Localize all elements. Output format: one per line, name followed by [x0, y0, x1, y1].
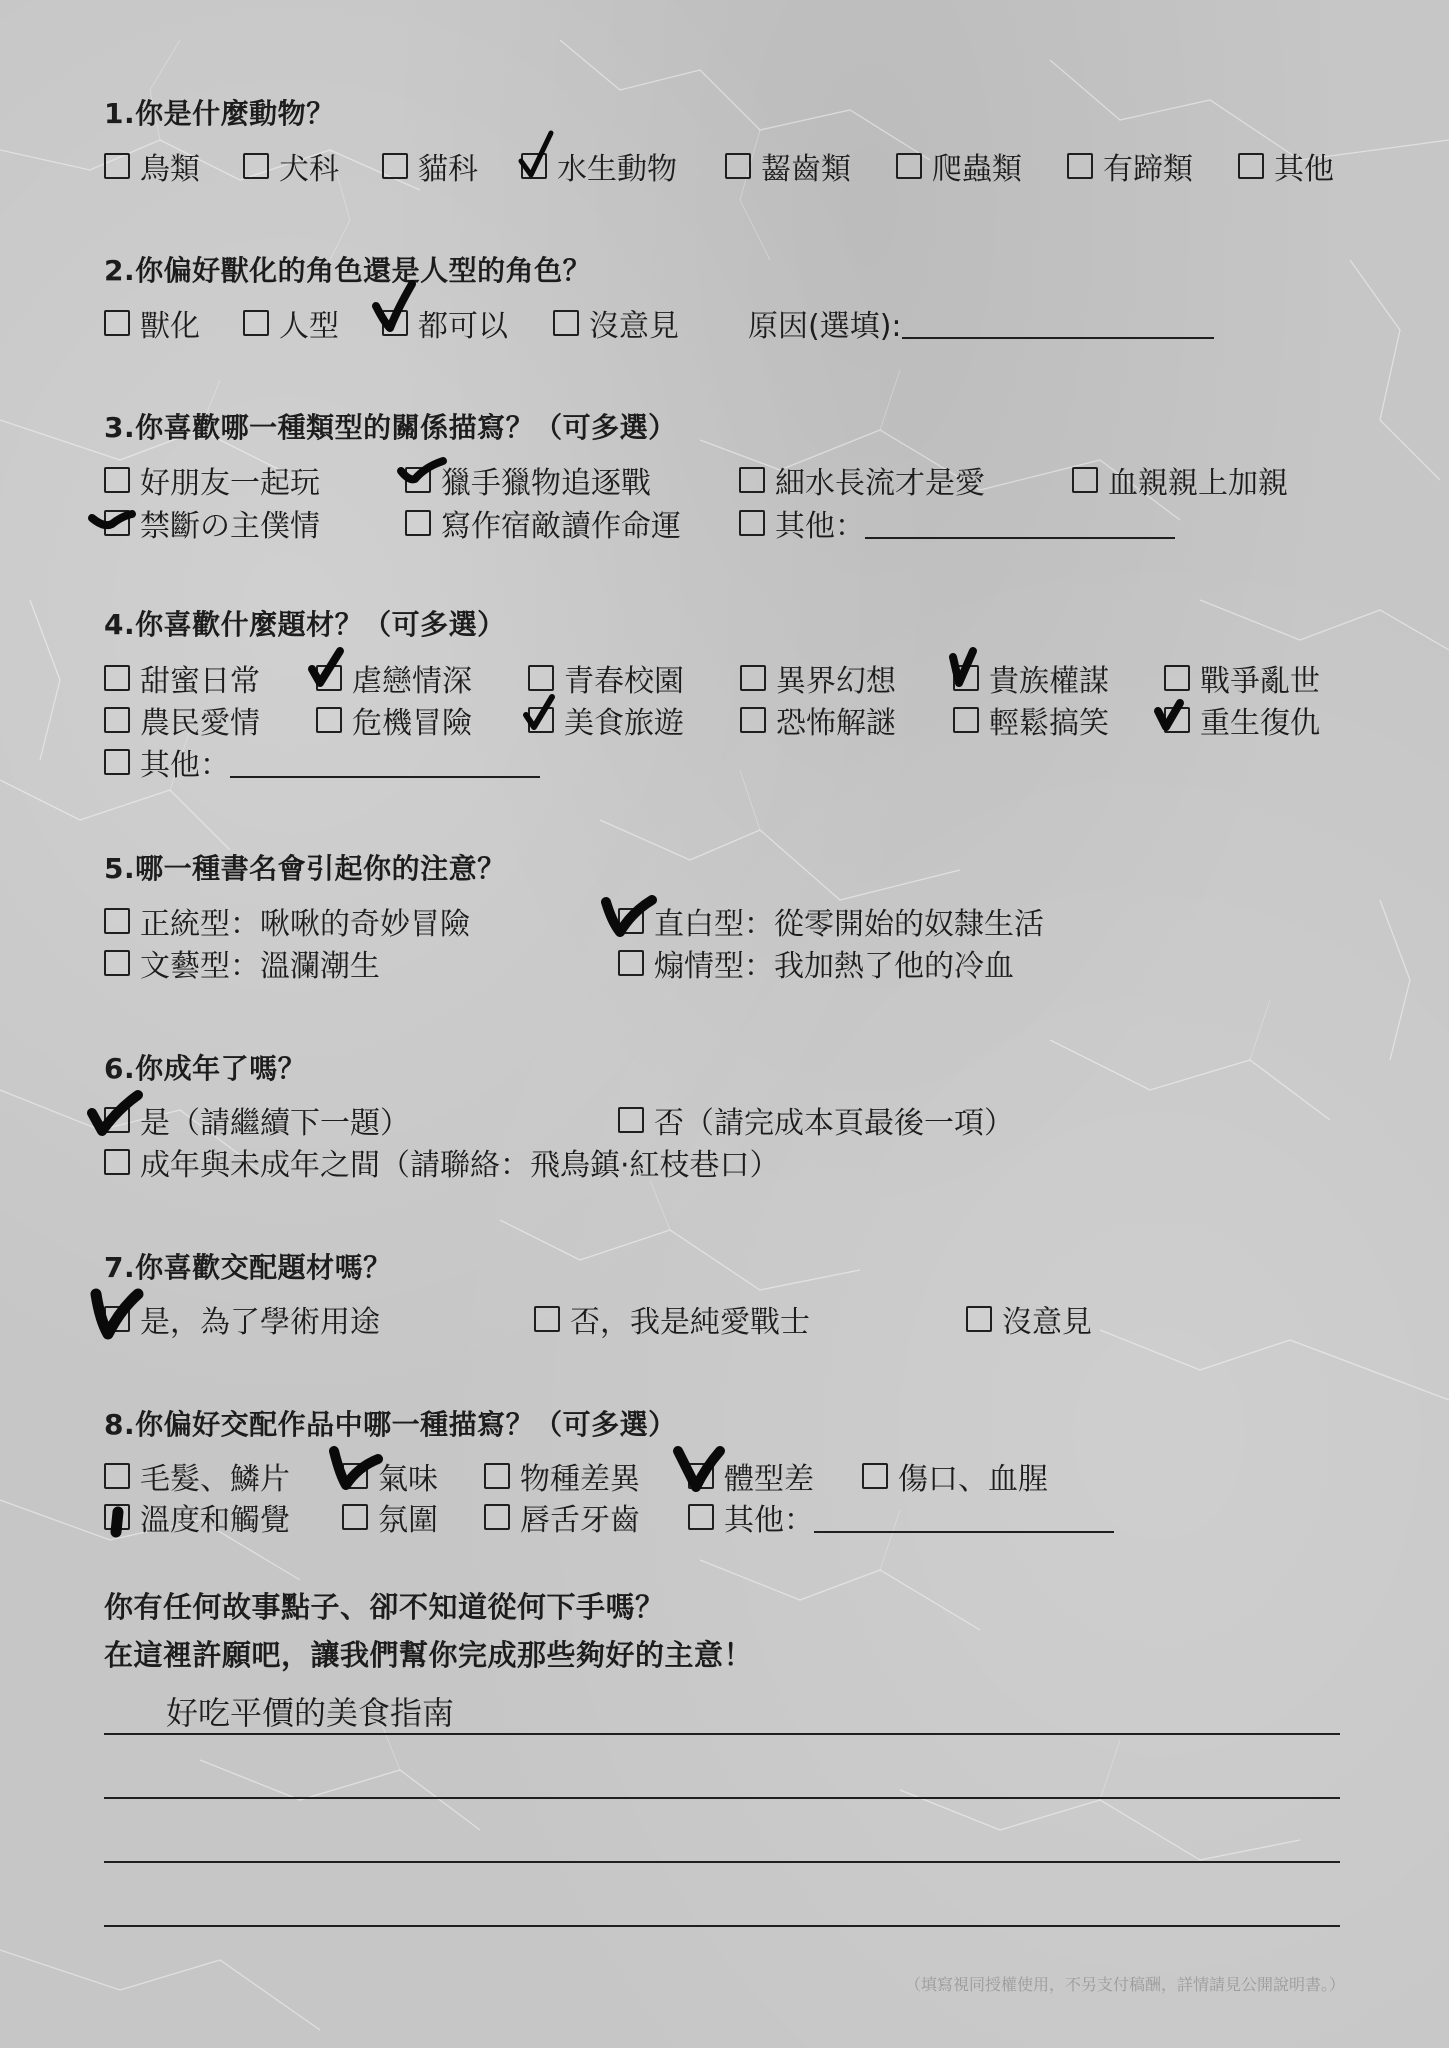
- option-label: 青春校園: [564, 664, 684, 699]
- q1-option-ungulate[interactable]: [1067, 148, 1193, 187]
- checkbox[interactable]: [104, 310, 130, 336]
- q1-option-canine[interactable]: [243, 148, 339, 187]
- option-label: 唇舌牙齒: [520, 1503, 640, 1538]
- checkbox[interactable]: [740, 707, 766, 733]
- check-mark-icon: [515, 127, 559, 183]
- wish-prompt-line-1: 你有任何故事點子、卻不知道從何下手嗎？: [104, 1590, 665, 1624]
- q1-option-reptile[interactable]: [896, 148, 1022, 187]
- option-label: 細水長流才是愛: [775, 466, 985, 501]
- checkbox[interactable]: [953, 707, 979, 733]
- q4-option-rebirth-revenge[interactable]: [1164, 702, 1320, 741]
- q2-reason-field[interactable]: [748, 305, 1214, 344]
- option-label: 好朋友一起玩: [140, 466, 320, 501]
- checkbox[interactable]: [382, 153, 408, 179]
- q3-option-master-servant[interactable]: [104, 505, 320, 544]
- option-label: 其他：: [775, 509, 865, 544]
- checkbox[interactable]: [553, 310, 579, 336]
- option-label: 重生復仇: [1200, 706, 1320, 741]
- option-label: 犬科: [279, 152, 339, 187]
- q8-option-other[interactable]: [688, 1499, 1114, 1538]
- checkbox[interactable]: [405, 467, 431, 493]
- checkbox[interactable]: [104, 1107, 130, 1133]
- reason-label: 原因(選填):: [748, 309, 902, 344]
- option-label: 毛髮、鱗片: [140, 1462, 290, 1497]
- option-label: 危機冒險: [352, 706, 472, 741]
- q8-option-atmosphere[interactable]: [342, 1499, 438, 1538]
- option-label: 寫作宿敵讀作命運: [441, 509, 681, 544]
- q4-option-sweet-daily[interactable]: [104, 660, 260, 699]
- q2-option-no-opinion[interactable]: [553, 305, 679, 344]
- q4-option-isekai[interactable]: [740, 660, 896, 699]
- option-label: 獸化: [140, 309, 200, 344]
- question-5-title: 5.哪一種書名會引起你的注意？: [104, 852, 506, 885]
- other-blank-line[interactable]: [814, 1501, 1114, 1533]
- q2-option-either[interactable]: [382, 305, 508, 344]
- option-label: 貓科: [418, 152, 478, 187]
- checkbox[interactable]: [316, 707, 342, 733]
- checkbox[interactable]: [316, 665, 342, 691]
- option-label: 其他：: [140, 748, 230, 783]
- q1-option-other[interactable]: [1238, 148, 1334, 187]
- q8-option-scent[interactable]: [342, 1458, 438, 1497]
- check-mark-icon: [98, 1478, 142, 1540]
- q8-option-size-difference[interactable]: [688, 1458, 814, 1497]
- q4-option-food-travel[interactable]: [528, 702, 684, 741]
- q1-option-bird[interactable]: [104, 148, 200, 187]
- option-label: 恐怖解謎: [776, 706, 896, 741]
- checkbox[interactable]: [104, 908, 130, 934]
- q7-option-no-opinion[interactable]: [966, 1301, 1092, 1340]
- option-label: 都可以: [418, 309, 508, 344]
- checkbox[interactable]: [104, 1504, 130, 1530]
- checkbox[interactable]: [484, 1463, 510, 1489]
- q3-option-slow-love[interactable]: [739, 462, 985, 501]
- option-label: 否（請完成本頁最後一項）: [654, 1106, 1014, 1141]
- checkbox[interactable]: [382, 310, 408, 336]
- q5-option-literary[interactable]: [104, 945, 380, 984]
- option-label: 傷口、血腥: [898, 1462, 1048, 1497]
- check-mark-icon: [682, 1437, 736, 1499]
- option-label: 其他：: [724, 1503, 814, 1538]
- checkbox[interactable]: [104, 1306, 130, 1332]
- checkbox[interactable]: [484, 1504, 510, 1530]
- q8-option-temperature-touch[interactable]: [104, 1499, 290, 1538]
- check-mark-icon: [612, 882, 666, 942]
- option-label: 戰爭亂世: [1200, 664, 1320, 699]
- option-label: 體型差: [724, 1462, 814, 1497]
- option-label: 爬蟲類: [932, 152, 1022, 187]
- option-label: 直白型：從零開始的奴隸生活: [654, 907, 1044, 942]
- q4-option-adventure[interactable]: [316, 702, 472, 741]
- question-7-title: 7.你喜歡交配題材嗎？: [104, 1251, 392, 1284]
- q6-option-yes[interactable]: [104, 1102, 410, 1141]
- q8-option-wounds-gore[interactable]: [862, 1458, 1048, 1497]
- option-label: 虐戀情深: [352, 664, 472, 699]
- checkbox[interactable]: [104, 950, 130, 976]
- check-mark-icon: [522, 681, 566, 737]
- checkbox[interactable]: [1164, 707, 1190, 733]
- check-mark-icon: [98, 1280, 152, 1346]
- checkbox[interactable]: [618, 1107, 644, 1133]
- q7-option-no[interactable]: [534, 1301, 810, 1340]
- checkbox[interactable]: [740, 665, 766, 691]
- q3-option-blood-kin[interactable]: [1072, 462, 1288, 501]
- checkbox[interactable]: [896, 153, 922, 179]
- other-blank-line[interactable]: [865, 507, 1175, 539]
- check-mark-icon: [98, 1081, 152, 1141]
- q4-option-angst-romance[interactable]: [316, 660, 472, 699]
- q3-option-other[interactable]: [739, 505, 1175, 544]
- checkbox[interactable]: [862, 1463, 888, 1489]
- wish-line-2[interactable]: [104, 1797, 1340, 1799]
- checkbox[interactable]: [739, 467, 765, 493]
- option-label: 水生動物: [557, 152, 677, 187]
- q8-option-lips-tongue-teeth[interactable]: [484, 1499, 640, 1538]
- question-8-title: 8.你偏好交配作品中哪一種描寫？（可多選）: [104, 1408, 677, 1441]
- option-label: 沒意見: [1002, 1305, 1092, 1340]
- other-blank-line[interactable]: [230, 746, 540, 778]
- option-label: 輕鬆搞笑: [989, 706, 1109, 741]
- checkbox[interactable]: [953, 665, 979, 691]
- wish-prompt-line-2: 在這裡許願吧，讓我們幫你完成那些夠好的主意！: [104, 1638, 754, 1672]
- option-label: 美食旅遊: [564, 706, 684, 741]
- q5-option-classic[interactable]: [104, 903, 470, 942]
- check-mark-icon: [1158, 681, 1202, 737]
- checkbox[interactable]: [966, 1306, 992, 1332]
- option-label: 文藝型：溫瀾潮生: [140, 949, 380, 984]
- option-label: 貴族權謀: [989, 664, 1109, 699]
- q4-option-horror-mystery[interactable]: [740, 702, 896, 741]
- checkbox[interactable]: [1067, 153, 1093, 179]
- question-4-title: 4.你喜歡什麼題材？（可多選）: [104, 608, 506, 641]
- check-mark-icon: [947, 639, 991, 695]
- checkbox[interactable]: [521, 153, 547, 179]
- checkbox[interactable]: [243, 310, 269, 336]
- footnote: （填寫視同授權使用，不另支付稿酬，詳情請見公開說明書。）: [904, 1975, 1345, 1994]
- option-label: 人型: [279, 309, 339, 344]
- checkbox[interactable]: [725, 153, 751, 179]
- checkbox[interactable]: [342, 1463, 368, 1489]
- checkbox[interactable]: [618, 908, 644, 934]
- option-label: 齧齒類: [761, 152, 851, 187]
- q4-option-other[interactable]: [104, 744, 540, 783]
- checkbox[interactable]: [405, 510, 431, 536]
- q7-option-yes[interactable]: [104, 1301, 380, 1340]
- option-label: 其他: [1274, 152, 1334, 187]
- q2-option-beast[interactable]: [104, 305, 200, 344]
- q6-option-no[interactable]: [618, 1102, 1014, 1141]
- option-label: 正統型：啾啾的奇妙冒險: [140, 907, 470, 942]
- check-mark-icon: [98, 484, 148, 540]
- check-mark-icon: [376, 284, 420, 340]
- option-label: 禁斷の主僕情: [140, 509, 320, 544]
- wish-line-3[interactable]: [104, 1861, 1340, 1863]
- q2-option-humanoid[interactable]: [243, 305, 339, 344]
- checkbox[interactable]: [1072, 467, 1098, 493]
- q4-option-farmer-love[interactable]: [104, 702, 260, 741]
- checkbox[interactable]: [104, 707, 130, 733]
- option-label: 是（請繼續下一題）: [140, 1106, 410, 1141]
- wish-line-1[interactable]: [104, 1733, 1340, 1735]
- checkbox[interactable]: [688, 1504, 714, 1530]
- check-mark-icon: [310, 639, 354, 695]
- q8-option-species-difference[interactable]: [484, 1458, 640, 1497]
- q6-option-in-between[interactable]: [104, 1144, 780, 1183]
- option-label: 甜蜜日常: [140, 664, 260, 699]
- option-label: 是，為了學術用途: [140, 1305, 380, 1340]
- checkbox[interactable]: [104, 510, 130, 536]
- q5-option-provocative[interactable]: [618, 945, 1014, 984]
- q4-option-comedy[interactable]: [953, 702, 1109, 741]
- option-label: 氛圍: [378, 1503, 438, 1538]
- checkbox[interactable]: [104, 153, 130, 179]
- wish-line-4[interactable]: [104, 1925, 1340, 1927]
- checkbox[interactable]: [618, 950, 644, 976]
- wish-answer-text[interactable]: 好吃平價的美食指南: [166, 1694, 455, 1732]
- q1-option-feline[interactable]: [382, 148, 478, 187]
- checkbox[interactable]: [1238, 153, 1264, 179]
- option-label: 鳥類: [140, 152, 200, 187]
- checkbox[interactable]: [534, 1306, 560, 1332]
- option-label: 否，我是純愛戰士: [570, 1305, 810, 1340]
- q3-option-rival-fate[interactable]: [405, 505, 681, 544]
- checkbox[interactable]: [104, 665, 130, 691]
- checkbox[interactable]: [243, 153, 269, 179]
- check-mark-icon: [399, 441, 443, 497]
- question-2-title: 2.你偏好獸化的角色還是人型的角色？: [104, 254, 592, 287]
- check-mark-icon: [336, 1437, 390, 1499]
- reason-blank-line[interactable]: [902, 307, 1214, 339]
- option-label: 異界幻想: [776, 664, 896, 699]
- option-label: 獵手獵物追逐戰: [441, 466, 651, 501]
- option-label: 有蹄類: [1103, 152, 1193, 187]
- option-label: 煽情型：我加熱了他的冷血: [654, 949, 1014, 984]
- q1-option-aquatic[interactable]: [521, 148, 677, 187]
- question-6-title: 6.你成年了嗎？: [104, 1052, 307, 1085]
- checkbox[interactable]: [528, 707, 554, 733]
- q4-option-noble-intrigue[interactable]: [953, 660, 1109, 699]
- option-label: 血親親上加親: [1108, 466, 1288, 501]
- question-1-title: 1.你是什麼動物？: [104, 97, 335, 130]
- checkbox[interactable]: [104, 749, 130, 775]
- option-label: 氣味: [378, 1462, 438, 1497]
- q5-option-blunt[interactable]: [618, 903, 1044, 942]
- checkbox[interactable]: [342, 1504, 368, 1530]
- question-3-title: 3.你喜歡哪一種類型的關係描寫？（可多選）: [104, 411, 677, 444]
- q3-option-hunter-prey[interactable]: [405, 462, 651, 501]
- checkbox[interactable]: [739, 510, 765, 536]
- option-label: 沒意見: [589, 309, 679, 344]
- option-label: 物種差異: [520, 1462, 640, 1497]
- option-label: 成年與未成年之間（請聯絡：飛鳥鎮·紅枝巷口）: [140, 1148, 780, 1183]
- option-label: 農民愛情: [140, 706, 260, 741]
- q1-option-rodent[interactable]: [725, 148, 851, 187]
- checkbox[interactable]: [688, 1463, 714, 1489]
- option-label: 溫度和觸覺: [140, 1503, 290, 1538]
- checkbox[interactable]: [104, 1149, 130, 1175]
